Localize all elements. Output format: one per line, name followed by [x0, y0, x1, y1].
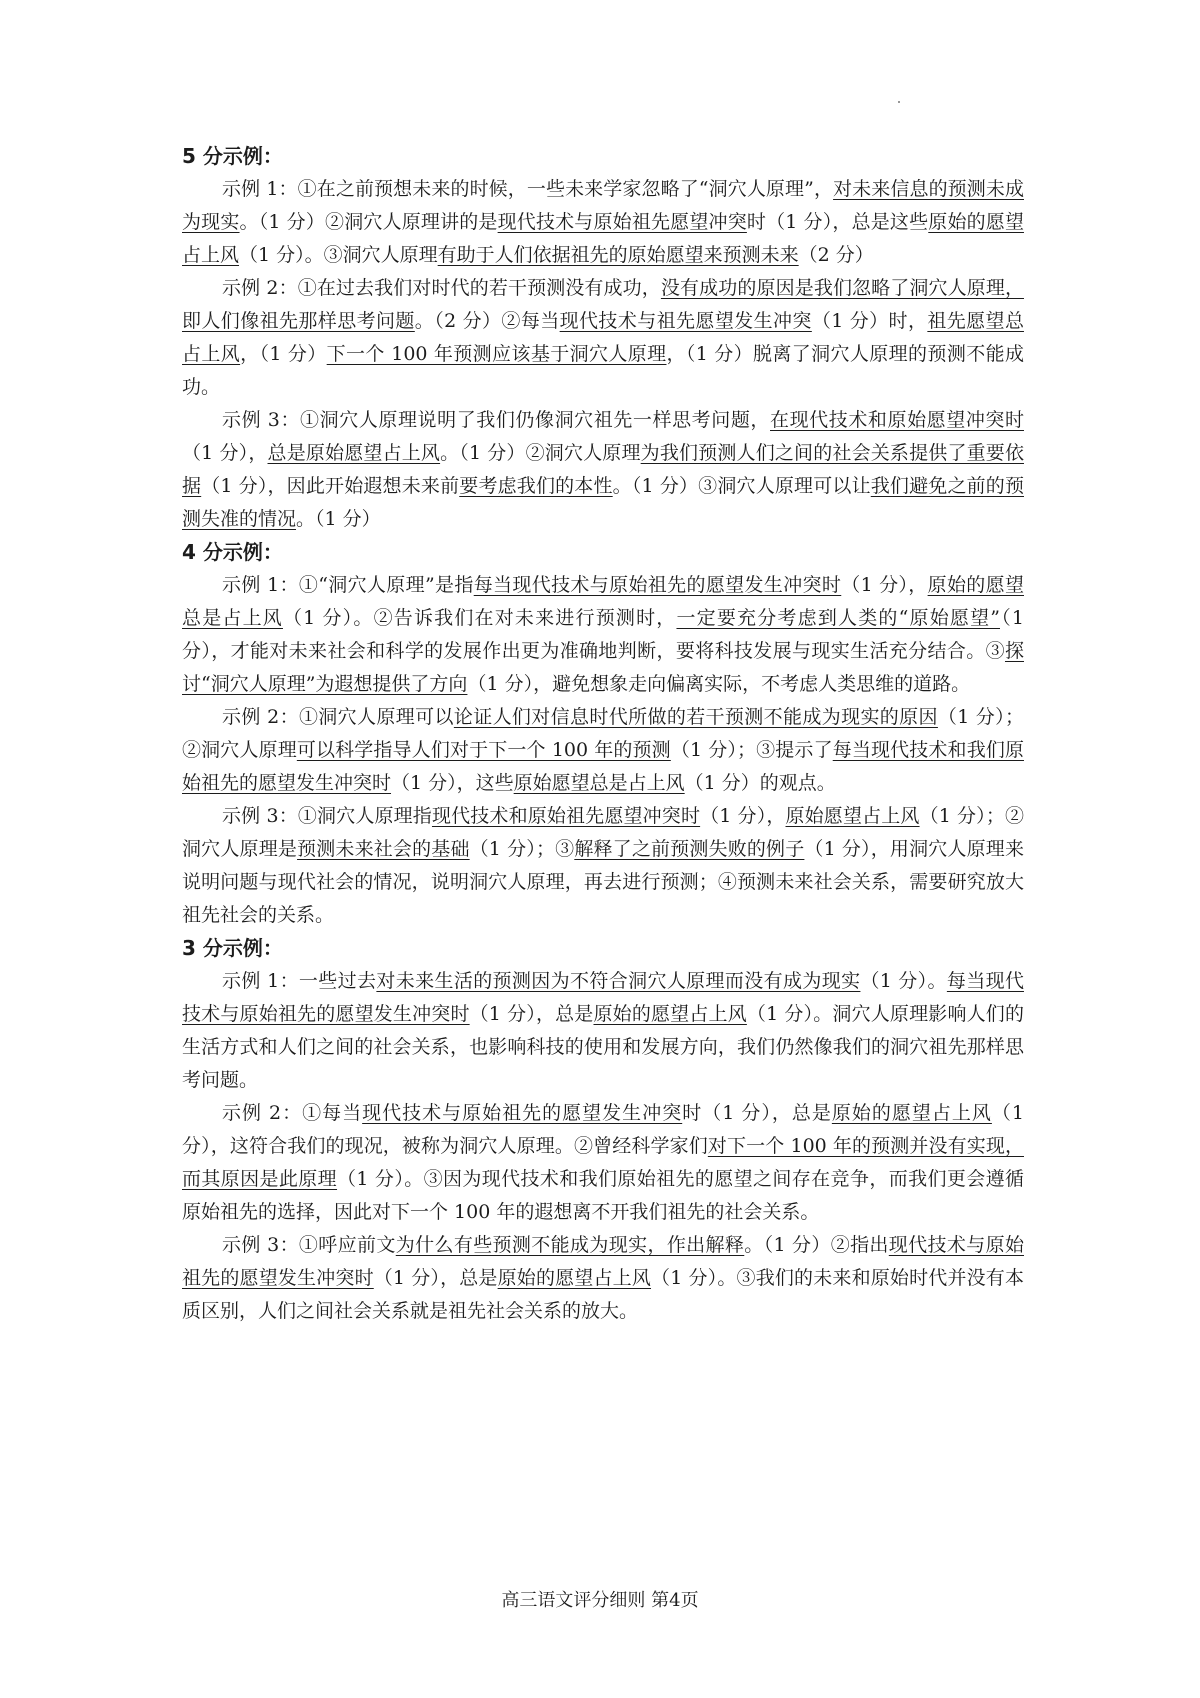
text-run: 。（1 分）②洞穴人原理讲的是 [239, 211, 498, 233]
key-point-underlined: 论证人们对信息时代所做的若干预测不能成为现实的原因 [453, 706, 938, 728]
key-point-underlined: 现代技术与祖先愿望发生冲突 [559, 310, 812, 332]
key-point-underlined: 每当现代技术和我们原始祖先的愿望发生冲突时 [182, 739, 1024, 794]
text-run: 。（2 分）②每当 [414, 310, 560, 332]
text-run: （1 分），避免想象走向偏离实际，不考虑人类思维的道路。 [467, 673, 971, 695]
key-point-underlined: 有助于人们依据祖先的原始愿望来预测未来 [437, 244, 799, 266]
key-point-underlined: 总是原始愿望占上风 [267, 442, 441, 464]
key-point-underlined: 原始的愿望占上风 [497, 1267, 652, 1289]
key-point-underlined: 现代技术和原始祖先愿望冲突时 [431, 805, 701, 827]
text-run: （1 分）， [700, 805, 786, 827]
key-point-underlined: 对未来生活的预测因为不符合洞穴人原理而没有成为现实 [376, 970, 861, 992]
score-section [182, 140, 1024, 536]
text-run: （1 分），总是 [469, 1003, 594, 1025]
scan-speck [898, 101, 900, 103]
text-run: （1 分），才能对未来社会和科学的发展作出更为准确地判断，要将科技发展与现实生活充分结合。③ [182, 607, 1024, 662]
score-section [182, 536, 1024, 932]
key-point-underlined: 原始的愿望占上风 [831, 1102, 992, 1124]
key-point-underlined: 现代技术与原始祖先的愿望发生冲突 [362, 1102, 683, 1124]
text-run: （1 分）， [182, 442, 268, 464]
text-run: （1 分），因此开始遐想未来前 [201, 475, 460, 497]
example-paragraph [182, 272, 1024, 404]
example-paragraph [182, 569, 1024, 701]
key-point-underlined: 我们避免之前的预测失准的情况 [182, 475, 1024, 530]
text-run: 示例 2：①在过去我们对时代的若干预测没有成功， [222, 277, 661, 299]
text-run: 时（1 分），总是 [682, 1102, 832, 1124]
key-point-underlined: 没有成功的原因是我们忽略了洞穴人原理，即人们像祖先那样思考问题 [182, 277, 1024, 332]
text-run: （1 分），这符合我们的现况，被称为洞穴人原理。②曾经科学家们 [182, 1102, 1024, 1157]
text-run: （1 分）。③我们的未来和原始时代并没有本质区别，人们之间社会关系就是祖先社会关系的放大。 [182, 1267, 1024, 1322]
text-run: 示例 3：①呼应前文 [222, 1234, 396, 1256]
text-run: （2 分） [798, 244, 874, 266]
key-point-underlined: 每当现代技术与原始祖先的愿望发生冲突时 [473, 574, 842, 596]
key-point-underlined: 原始愿望占上风 [785, 805, 920, 827]
text-run: （1 分），用洞穴人原理来说明问题与现代社会的情况，说明洞穴人原理，再去进行预测；④预测未来社会关系，需要研究放大祖先社会的关系。 [182, 838, 1024, 926]
text-run: 示例 3：①洞穴人原理指 [222, 805, 432, 827]
key-point-underlined: 祖先愿望总占上风 [182, 310, 1024, 365]
text-run: （1 分）。②告诉我们在对未来进行预测时， [282, 607, 677, 629]
example-paragraph [182, 1229, 1024, 1328]
text-run: 示例 2：①每当 [222, 1102, 363, 1124]
key-point-underlined: 原始的愿望占上风 [182, 211, 1024, 266]
key-point-underlined: 原始的愿望总是占上风 [182, 574, 1024, 629]
text-run: 示例 1：①“洞穴人原理”是指 [222, 574, 474, 596]
text-run: （1 分）；③ [469, 838, 575, 860]
key-point-underlined: 现代技术与原始祖先愿望冲突 [497, 211, 747, 233]
key-point-underlined: 探讨“洞穴人原理”为遐想提供了方向 [182, 640, 1024, 695]
text-run: （1 分）。③因为现代技术和我们原始祖先的愿望之间存在竞争，而我们更会遵循原始祖先的选择，因此对下一个 100 年的遐想离不开我们祖先的社会关系。 [182, 1168, 1024, 1223]
text-run: 。（1 分）②洞穴人原理 [440, 442, 641, 464]
text-run: ，（1 分）脱离了洞穴人原理的预测不能成功。 [182, 343, 1024, 398]
page-footer: 高三语文评分细则 第4页 [501, 1590, 699, 1611]
example-paragraph [182, 800, 1024, 932]
key-point-underlined: 每当现代技术与原始祖先的愿望发生冲突时 [182, 970, 1024, 1025]
text-run: 。（1 分） [296, 508, 381, 530]
key-point-underlined: 下一个 100 年预测应该基于洞穴人原理 [326, 343, 667, 365]
text-run: 。（1 分）③洞穴人原理可以让 [612, 475, 871, 497]
section-heading: 3 分示例： [182, 936, 283, 960]
key-point-underlined: 现代技术与原始祖先的愿望发生冲突时 [182, 1234, 1024, 1289]
text-run: （1 分）。 [860, 970, 947, 992]
key-point-underlined: 一定要充分考虑到人类的“原始愿望” [676, 607, 1000, 629]
key-point-underlined: 为什么有些预测不能成为现实，作出解释 [395, 1234, 745, 1256]
text-run: （1 分）时， [811, 310, 928, 332]
key-point-underlined: 对下一个 100 年的预测并没有实现，而其原因是此原理 [182, 1135, 1024, 1190]
text-run: 。（1 分）②指出 [744, 1234, 889, 1256]
example-paragraph [182, 173, 1024, 272]
key-point-underlined: 原始的愿望占上风 [593, 1003, 747, 1025]
key-point-underlined: 要考虑我们的本性 [459, 475, 613, 497]
text-run: （1 分），这些 [391, 772, 514, 794]
example-paragraph [182, 404, 1024, 536]
text-run: （1 分）。洞穴人原理影响人们的生活方式和人们之间的社会关系，也影响科技的使用和发展方向，我们仍然像我们的洞穴祖先那样思考问题。 [182, 1003, 1024, 1091]
text-run: 示例 1：一些过去 [222, 970, 377, 992]
text-run: （1 分），总是 [373, 1267, 498, 1289]
document-body [182, 140, 1024, 1328]
key-point-underlined: 原始愿望总是占上风 [513, 772, 685, 794]
text-run: 示例 1：①在之前预想未来的时候，一些未来学家忽略了“洞穴人原理”， [222, 178, 834, 200]
key-point-underlined: 在现代技术和原始愿望冲突时 [770, 409, 1024, 431]
key-point-underlined: 对未来信息的预测未成为现实 [182, 178, 1024, 233]
text-run: （1 分）的观点。 [684, 772, 836, 794]
text-run: 时（1 分），总是这些 [746, 211, 929, 233]
key-point-underlined: 解释了之前预测失败的例子 [574, 838, 805, 860]
score-section [182, 932, 1024, 1328]
example-paragraph [182, 1097, 1024, 1229]
text-run: （1 分）， [841, 574, 928, 596]
text-run: （1 分）；③提示了 [670, 739, 833, 761]
text-run: ，（1 分） [240, 343, 327, 365]
example-paragraph [182, 701, 1024, 800]
text-run: （1 分）。③洞穴人原理 [239, 244, 438, 266]
text-run: 示例 3：①洞穴人原理说明了我们仍像洞穴祖先一样思考问题， [222, 409, 770, 431]
section-heading: 4 分示例： [182, 540, 283, 564]
section-heading: 5 分示例： [182, 144, 283, 168]
key-point-underlined: 预测未来社会的基础 [297, 838, 470, 860]
text-run: （1 分）；②洞穴人原理是 [182, 805, 1024, 860]
key-point-underlined: 为我们预测人们之间的社会关系提供了重要依据 [182, 442, 1024, 497]
text-run: （1 分）；②洞穴人原理 [182, 706, 1024, 761]
text-run: 示例 2：①洞穴人原理可以 [222, 706, 454, 728]
example-paragraph [182, 965, 1024, 1097]
key-point-underlined: 可以科学指导人们对于下一个 100 年的预测 [296, 739, 671, 761]
